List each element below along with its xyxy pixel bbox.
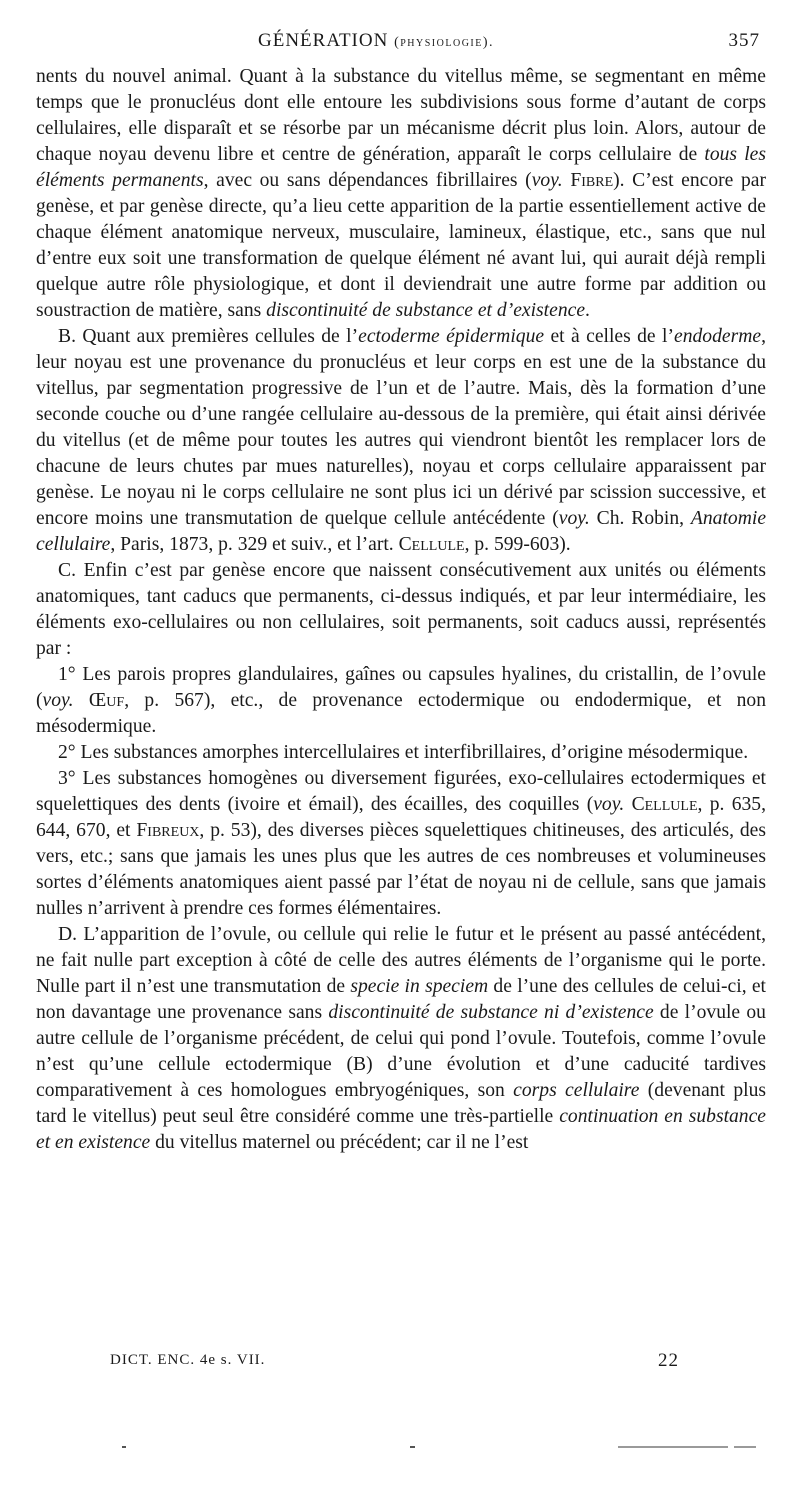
italic-run: corps cellulaire [513,1080,640,1101]
bleed-mark [734,1446,756,1448]
page-body [36,64,766,1156]
text-run: , leur noyau est une provenance du pronucléus et leur corps en est une de la substance du vitellus, par segmentation progressive de l’un et de l’autre. Mais, dès la formation d’une seconde couche ou d’une rangée cellulaire au-dessous de la première, qui était ainsi dérivée du vitellus (et de même pour toutes les autres qui viendront bientôt les remplacer lors de chacune de leurs chutes par mues naturelles), noyau et corps cellulaire apparaissent par genèse. Le noyau ni le corps cellulaire ne sont plus ici un dérivé par scission successive, et encore moins une transmutation de quelque cellule antécédente ( [36,326,766,529]
text-run: et à celles de l’ [544,326,675,347]
italic-run: voy. [558,508,590,529]
footer-sheet-number: 22 [658,1350,679,1371]
text-run: D. L’apparition de l’ovule, ou cellule qui relie le futur et le présent au passé antécédent, ne fait nulle part exception à côté de celle des autres éléments de l’organisme qui le porte. Nulle part il n’est une transmutation de [36,924,766,997]
small-caps-run: Cellule [631,794,698,815]
italic-run: endoderme [674,326,762,347]
text-run: ). C’est encore par genèse, et par genèse directe, qu’a lieu cette apparition de la partie essentiellement active de chaque élément anatomique nerveux, musculaire, lamineux, élastique, etc., sans que nul d’entre eux soit une transformation de quelque élément né avant lui, qui aurait déjà rempli quelque autre rôle physiologique, et dont il deviendrait une autre forme par addition ou soustraction de matière, sans [36,170,766,321]
text-run: . [585,300,590,321]
text-run [74,690,89,711]
small-caps-run: Fibreux [136,820,200,841]
italic-run: specie in speciem [350,976,489,997]
paragraph-b [36,324,766,558]
text-run: , p. 567), etc., de provenance ectodermique ou endodermique, et non mésodermique. [36,690,766,737]
italic-run: Anatomie cellulaire [36,508,767,555]
italic-run: discontinuité de substance ni d’existence [328,1002,654,1023]
paragraph-continuation [36,64,766,324]
text-run: 2° Les substances amorphes intercellulaires et interfibrillaires, d’origine mésodermique. [58,742,749,763]
paragraph-c-item-1 [36,662,766,740]
italic-run: ectoderme épidermique [358,326,545,347]
text-run: 1° Les parois propres glandulaires, gaînes ou capsules hyalines, du cristallin, de l’ovule ( [36,664,766,711]
page-footer [110,1352,760,1376]
italic-run: tous les éléments permanents [36,144,767,191]
paragraph-c-item-3 [36,766,766,922]
paragraph-c-item-2 [36,740,766,766]
header-subtitle: (physiologie). [394,35,495,50]
page-number: 357 [728,30,760,51]
italic-run: continuation en substance et en existence [36,1106,766,1153]
bleed-mark [618,1446,728,1448]
text-run: 3° Les substances homogènes ou diversement figurées, exo-cellulaires ectodermiques et squelettiques des dents (ivoire et émail), des écailles, des coquilles ( [36,768,766,815]
header-title: GÉNÉRATION [258,30,389,51]
text-run: Ch. Robin, [589,508,691,529]
text-run: de l’une des cellules de celui-ci, et non davantage une provenance sans [36,976,766,1023]
small-caps-run: Cellule [398,534,465,555]
text-run: , Paris, 1873, p. 329 et suiv., et l’art. [110,534,399,555]
text-run: C. Enfin c’est par genèse encore que naissent consécutivement aux unités ou éléments anatomiques, tant caducs que permanents, ci-dessus indiqués, et par leur intermédiaire, les éléments exo-cellulaires ou non cellulaires, soit permanents, soit caducs aussi, représentés par : [36,560,766,659]
text-run [624,794,631,815]
italic-run: voy. [42,690,74,711]
text-run: , p. 599-603). [464,534,571,555]
text-run: , p. 635, 644, 670, et [36,794,766,841]
text-run: (devenant plus tard le vitellus) peut seul être considéré comme une très-partielle [36,1080,767,1127]
italic-run: discontinuité de substance et d’existence [266,300,586,321]
bleed-mark [122,1446,126,1448]
text-run: , avec ou sans dépendances fibrillaires ( [203,170,532,191]
text-run: B. Quant aux premières cellules de l’ [58,326,359,347]
italic-run: voy. [531,170,563,191]
running-head [36,30,764,58]
small-caps-run: Œuf [88,690,125,711]
text-run: , p. 53), des diverses pièces squelettiques chitineuses, des articulés, des vers, etc.; sans que jamais les unes plus que les autres de ces nombreuses et volumineuses sortes d’éléments anatomiques aient passé par l’état de noyau ni de cellule, sans que jamais nulles n’arrivent à prendre ces formes élémentaires. [36,820,766,919]
footer-signature: DICT. ENC. 4e s. VII. [110,1352,266,1368]
bottom-bleed-marks [110,1446,760,1452]
italic-run: voy. [593,794,625,815]
bleed-mark [410,1446,415,1448]
text-run: du vitellus maternel ou précédent; car il ne l’est [150,1132,529,1153]
small-caps-run: Fibre [570,170,614,191]
paragraph-d [36,922,766,1156]
text-run: nents du nouvel animal. Quant à la substance du vitellus même, se segmentant en même temps que le pronucléus dont elle entoure les subdivisions sous forme d’autant de corps cellulaires, elle disparaît et se résorbe par un mécanisme décrit plus loin. Alors, autour de chaque noyau devenu libre et centre de génération, apparaît le corps cellulaire de [36,66,766,165]
running-head-title [258,30,494,52]
text-run: de l’ovule ou autre cellule de l’organisme précédent, de celui qui pond l’ovule. Toutefois, comme l’ovule n’est qu’une cellule ectodermique (B) d’une évolution et d’une caducité tardives comparativement à ces homologues embryogéniques, son [36,1002,766,1101]
paragraph-c [36,558,766,662]
